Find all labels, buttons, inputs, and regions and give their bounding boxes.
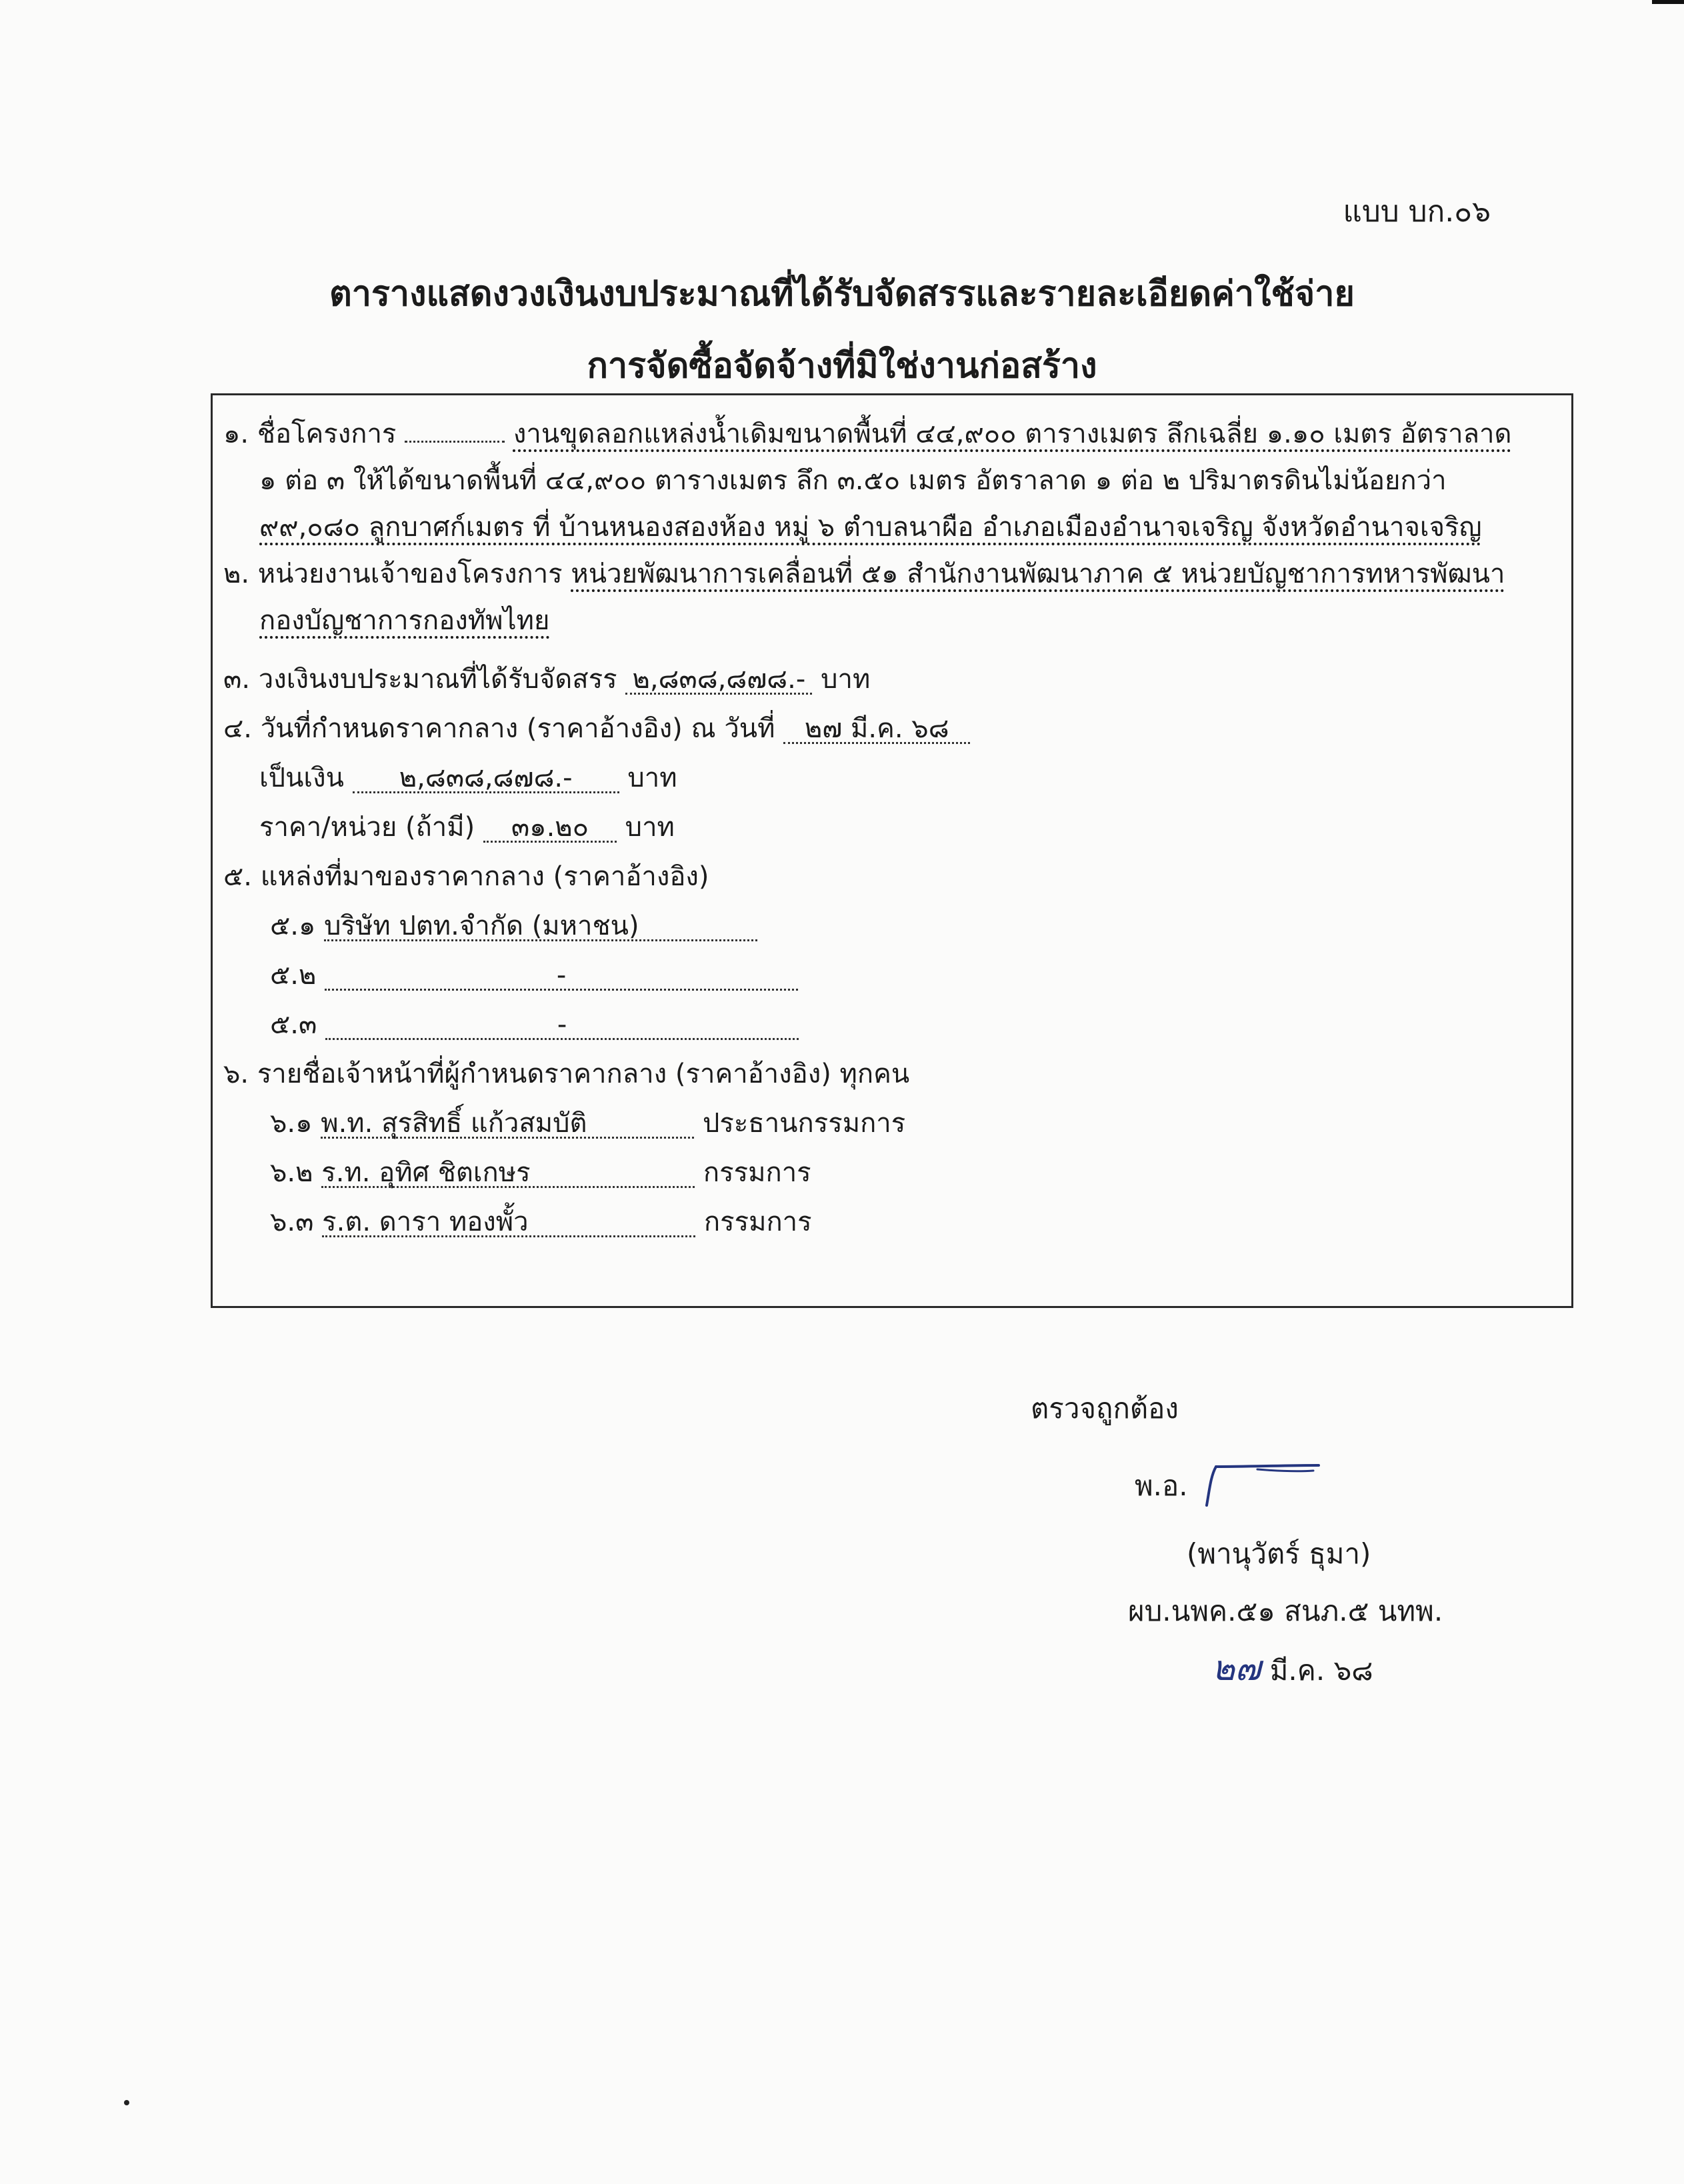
item4-date: ๒๗ มี.ค. ๖๘ xyxy=(783,715,970,744)
item4-unit-price-row xyxy=(259,814,675,843)
item6-label: ๖. รายชื่อเจ้าหน้าที่ผู้กำหนดราคากลาง (ราคาอ้างอิง) ทุกคน xyxy=(223,1059,910,1089)
item5-label: ๕. แหล่งที่มาของราคากลาง (ราคาอ้างอิง) xyxy=(223,861,709,892)
form-code: แบบ บก.๐๖ xyxy=(1343,195,1491,229)
item2-label: ๒. หน่วยงานเจ้าของโครงการ xyxy=(223,559,563,589)
scan-edge-mark xyxy=(1652,0,1684,4)
verified-label: ตรวจถูกต้อง xyxy=(1031,1392,1179,1425)
signature-date xyxy=(1212,1640,1373,1695)
item4-amount: ๒,๘๓๘,๘๗๘.- xyxy=(353,765,619,793)
member-name: พ.ท. สุรสิทธิ์ แก้วสมบัติ xyxy=(321,1110,694,1139)
item1-leader xyxy=(405,441,505,443)
member-role: ประธานกรรมการ xyxy=(702,1108,906,1139)
item4-row xyxy=(223,715,970,744)
item1-line1: งานขุดลอกแหล่งน้ำเดิมขนาดพื้นที่ ๔๔,๙๐๐ ตารางเมตร ลึกเฉลี่ย ๑.๑๐ เมตร อัตราลาด xyxy=(513,419,1512,449)
item5-source-2 xyxy=(270,962,798,991)
member-number: ๖.๓ xyxy=(270,1207,314,1237)
item2-row xyxy=(223,561,1505,587)
item5-source-3 xyxy=(270,1011,799,1040)
document-title-line2: การจัดซื้อจัดจ้างที่มิใช่งานก่อสร้าง xyxy=(587,346,1097,386)
item3-unit: บาท xyxy=(821,664,871,695)
member-role: กรรมการ xyxy=(703,1157,811,1188)
scan-speck xyxy=(124,2100,129,2105)
source-number: ๕.๓ xyxy=(270,1009,317,1040)
item3-label: ๓. วงเงินงบประมาณที่ได้รับจัดสรร xyxy=(223,664,617,695)
item4-amount-unit: บาท xyxy=(627,763,677,793)
item4-amount-label: เป็นเงิน xyxy=(259,763,344,793)
handwritten-signature xyxy=(1193,1457,1327,1511)
source-number: ๕.๑ xyxy=(270,911,316,941)
item4-unit-price-unit: บาท xyxy=(625,812,675,843)
source-value: บริษัท ปตท.จำกัด (มหาชน) xyxy=(324,913,757,941)
item2-line2: กองบัญชาการกองทัพไทย xyxy=(259,605,550,636)
item1-label: ๑. ชื่อโครงการ xyxy=(223,419,397,449)
signature-date-day: ๒๗ xyxy=(1212,1649,1261,1689)
item1-row xyxy=(223,421,1511,447)
item6-member-3 xyxy=(270,1209,812,1237)
item2-line1: หน่วยพัฒนาการเคลื่อนที่ ๕๑ สำนักงานพัฒนาภาค ๕ หน่วยบัญชาการทหารพัฒนา xyxy=(571,559,1505,589)
member-number: ๖.๒ xyxy=(270,1157,313,1188)
source-number: ๕.๒ xyxy=(270,960,317,991)
source-value: - xyxy=(325,962,798,991)
member-name: ร.ท. อุทิศ ชิตเกษร xyxy=(321,1159,695,1188)
item6-member-1 xyxy=(270,1110,905,1139)
document-title-line1: ตารางแสดงวงเงินงบประมาณที่ได้รับจัดสรรและรายละเอียดค่าใช้จ่าย xyxy=(329,274,1355,314)
member-number: ๖.๑ xyxy=(270,1108,313,1139)
source-value: - xyxy=(325,1011,799,1040)
item4-unit-price: ๓๑.๒๐ xyxy=(483,814,617,843)
item6-member-2 xyxy=(270,1159,811,1188)
member-role: กรรมการ xyxy=(703,1207,812,1237)
item3-row xyxy=(223,666,870,695)
details-box xyxy=(211,393,1573,1308)
item4-amount-row xyxy=(259,765,677,793)
item1-line2: ๑ ต่อ ๓ ให้ได้ขนาดพื้นที่ ๔๔,๙๐๐ ตารางเมตร ลึก ๓.๕๐ เมตร อัตราลาด ๑ ต่อ ๒ ปริมาตรดินไม่น้อยกว่า xyxy=(259,465,1447,496)
item5-source-1 xyxy=(270,913,757,941)
item1-line3: ๙๙,๐๘๐ ลูกบาศก์เมตร ที่ บ้านหนองสองห้อง หมู่ ๖ ตำบลนาผือ อำเภอเมืองอำนาจเจริญ จังหวัดอำนาจเจริญ xyxy=(259,512,1482,543)
member-name: ร.ต. ดารา ทองพั้ว xyxy=(322,1209,695,1237)
item4-label: ๔. วันที่กำหนดราคากลาง (ราคาอ้างอิง) ณ วันที่ xyxy=(223,713,775,744)
signature-date-rest: มี.ค. ๖๘ xyxy=(1269,1654,1373,1687)
item3-value: ๒,๘๓๘,๘๗๘.- xyxy=(625,666,812,695)
signature-rank: พ.อ. xyxy=(1135,1469,1188,1502)
item4-unit-price-label: ราคา/หน่วย (ถ้ามี) xyxy=(259,812,475,843)
signatory-position: ผบ.นพค.๕๑ สนภ.๕ นทพ. xyxy=(1128,1595,1443,1627)
signatory-name: (พานุวัตร์ ธุมา) xyxy=(1187,1537,1371,1570)
